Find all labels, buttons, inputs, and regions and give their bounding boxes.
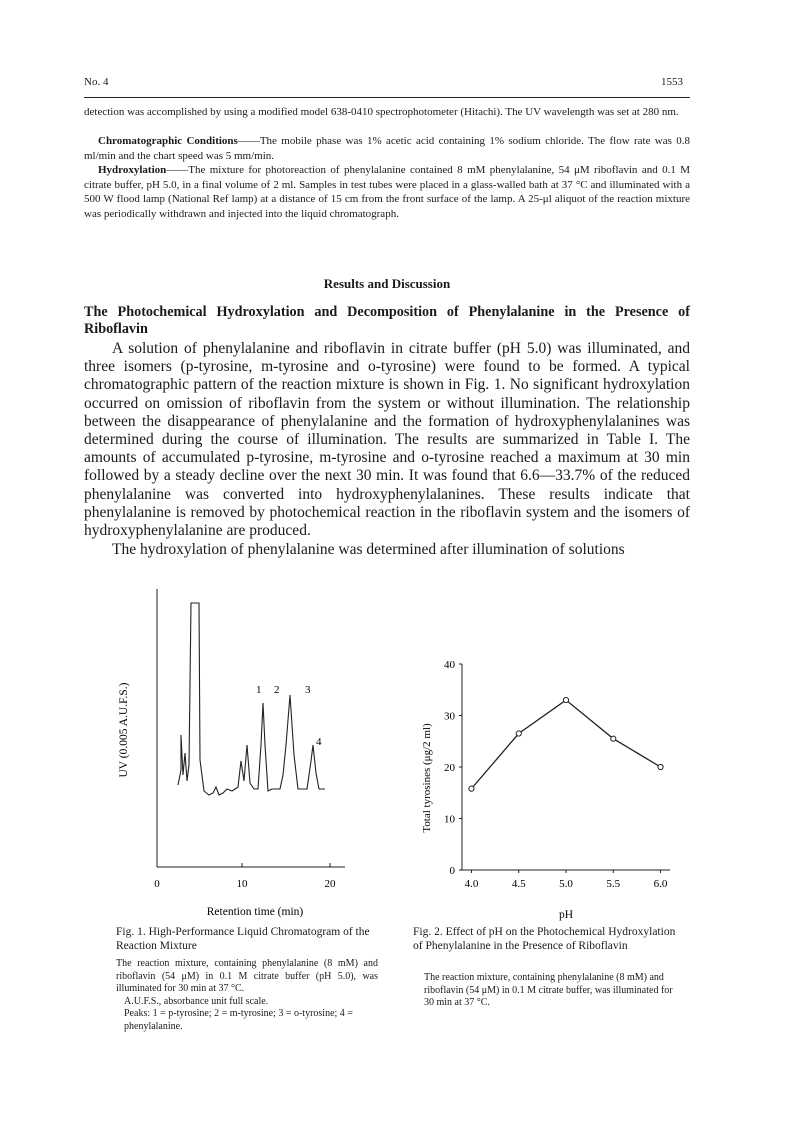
fig2-chart — [415, 650, 695, 925]
fig1-trace — [178, 603, 325, 795]
header-rule — [84, 97, 690, 98]
hydrox-dash: —— — [166, 164, 189, 176]
results-paragraph-1: A solution of phenylalanine and riboflavin in citrate buffer (pH 5.0) was illuminated, and three isomers (p-tyrosine, m-tyrosine and o-tyrosine) were found to be formed. A typical chromatographic pattern of the reaction mixture is shown in Fig. 1. No significant hydroxylation occurred on omission of riboflavin from the system or without illumination. The relationship between the disappearance of phenylalanine and the formation of hydroxyphenylalanines was determined during the course of illumination. The results are summarized in Table I. The amounts of accumulated p-tyrosine, m-tyrosine and o-tyrosine reached a maximum at 30 min followed by a steady decline over the next 30 min. It was found that 6.6—33.7% of the reduced phenylalanine was converted into hydroxyphenylalanines. These results indicate that phenylalanine is removed by photochemical reaction in the riboflavin system and the isomers of hydroxyphenylalanine are produced. — [84, 340, 690, 540]
fig2-xtick-label: 4.5 — [511, 878, 526, 890]
peak-label-2: 2 — [274, 684, 280, 696]
fig2-data-point — [611, 736, 616, 741]
peak-label-1: 1 — [256, 684, 262, 696]
fig2-xtick-label: 4.0 — [464, 878, 479, 890]
peak-label-3: 3 — [305, 684, 311, 696]
fig2-ytick-label: 20 — [444, 762, 455, 774]
results-paragraph-2: The hydroxylation of phenylalanine was determined after illumination of solutions — [112, 541, 625, 558]
fig2-ytick-label: 0 — [449, 865, 455, 877]
fig1-xtick-label-0: 0 — [154, 878, 160, 890]
chrom-text: The mobile phase was 1% acetic acid containing 1% sodium chloride. The flow rate was 0.8 ml/min and the chart speed was 5 mm/min. — [84, 135, 690, 162]
fig2-series-line — [471, 700, 660, 789]
fig2-data-point — [658, 764, 663, 769]
fig2-xtick-label: 5.5 — [606, 878, 621, 890]
fig2-data-point — [469, 786, 474, 791]
results-heading-wrap — [84, 276, 690, 292]
fig1-note-1: The reaction mixture, containing phenylalanine (8 mM) and riboflavin (54 μM) in 0.1 M citrate buffer (pH 5.0), was illuminated for 30 min at 37 °C. — [116, 958, 378, 994]
fig2-ytick-label: 10 — [444, 813, 455, 826]
fig2-ytick-label: 30 — [444, 710, 455, 723]
fig2-data-point — [516, 731, 521, 736]
fig1-note-3: Peaks: 1 = p-tyrosine; 2 = m-tyrosine; 3 = o-tyrosine; 4 = phenylalanine. — [124, 1008, 353, 1032]
fig2-xlabel: pH — [558, 909, 574, 921]
section-subheading: The Photochemical Hydroxylation and Decomposition of Phenylalanine in the Presence of Riboflavin — [84, 304, 690, 337]
fig2-xtick-label: 6.0 — [653, 878, 668, 890]
chrom-dash: —— — [237, 135, 260, 147]
fig2-caption: Fig. 2. Effect of pH on the Photochemical Hydroxylation of Phenylalanine in the Presence of Riboflavin — [413, 926, 676, 952]
hydrox-text: The mixture for photoreaction of phenylalanine contained 8 mM phenylalanine, 54 μM riboflavin and 0.1 M citrate buffer, pH 5.0, in a final volume of 2 ml. Samples in test tubes were placed in a glass-walled bath at 37 °C and illuminated with a 500 W flood lamp (National Ref lamp) at a distance of 15 cm from the front surface of the lamp. A 25-μl aliquot of the reaction mixture was periodically withdrawn and injected into the liquid chromatograph. — [84, 164, 690, 220]
fig2-ytick-label: 40 — [444, 659, 455, 671]
fig1-caption: Fig. 1. High-Performance Liquid Chromatogram of the Reaction Mixture — [116, 926, 370, 952]
methods-detection: detection was accomplished by using a modified model 638-0410 spectrophotometer (Hitachi). The UV wavelength was set at 280 nm. — [84, 106, 679, 118]
fig2-note-1: The reaction mixture, containing phenylalanine (8 mM) and riboflavin (54 μM) in 0.1 M citrate buffer, was illuminated for 30 min at 37 °C. — [424, 972, 673, 1008]
fig1-xlabel: Retention time (min) — [206, 906, 304, 918]
journal-number: No. 4 — [84, 76, 109, 88]
page-number: 1553 — [661, 76, 683, 88]
peak-label-4: 4 — [316, 736, 322, 748]
fig1-xtick-label-20: 20 — [324, 878, 336, 890]
fig1-note-2: A.U.F.S., absorbance unit full scale. — [124, 996, 269, 1007]
fig2-xtick-label: 5.0 — [559, 878, 573, 890]
fig2-ylabel: Total tyrosines (μg/2 ml) — [421, 723, 433, 833]
hydrox-label: Hydroxylation — [98, 164, 167, 176]
fig1-ylabel: UV (0.005 A.U.F.S.) — [118, 682, 130, 778]
chrom-label: Chromatographic Conditions — [98, 135, 238, 147]
fig1-xtick-label-10: 10 — [236, 878, 248, 890]
fig1-chromatogram — [100, 585, 380, 920]
results-heading: Results and Discussion — [323, 276, 451, 291]
methods-hydrox-paragraph — [84, 163, 690, 221]
fig2-data-point — [563, 697, 568, 702]
methods-chrom-paragraph — [84, 134, 690, 163]
